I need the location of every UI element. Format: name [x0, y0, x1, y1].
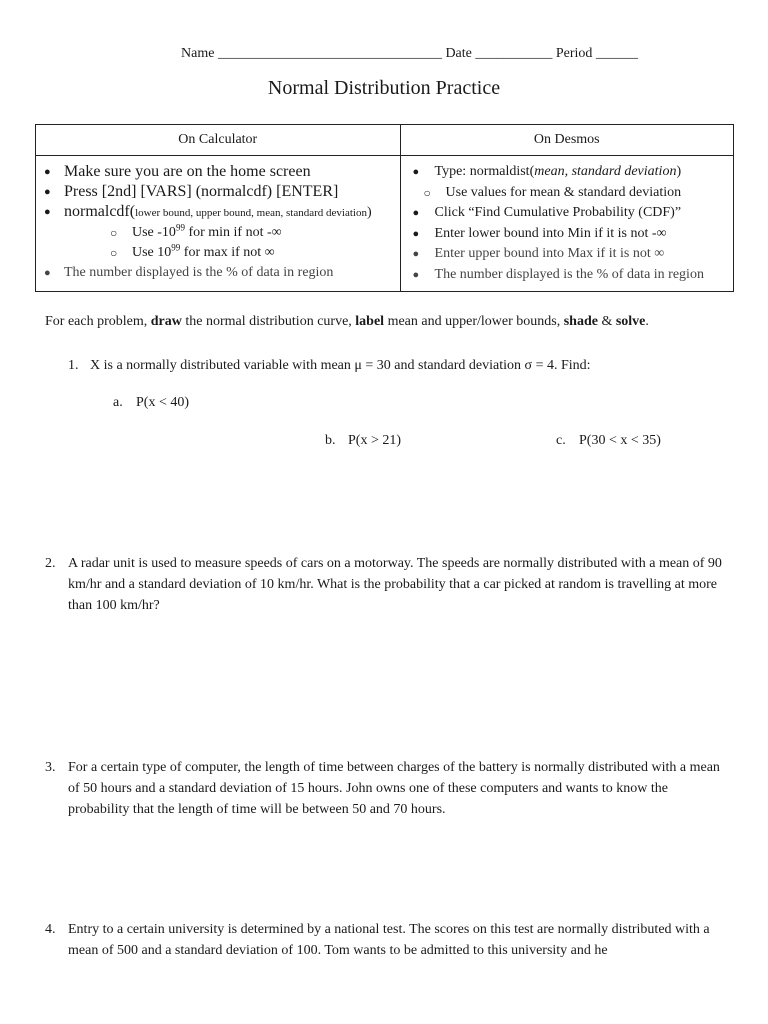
calc-substep-min: ○ Use $-10^{99}$ for min if not -∞ — [36, 223, 400, 243]
page-title: Normal Distribution Practice — [267, 77, 501, 99]
date-label: Date — [445, 46, 472, 61]
problem-4 — [45, 919, 730, 961]
problem-3 — [45, 757, 730, 820]
calc-step-normalcdf: ● normalcdf(lower bound, upper bound, mean, standard deviation) — [44, 203, 372, 220]
problem-2 — [45, 553, 730, 616]
problem-number: 2. — [45, 556, 56, 571]
problem-1 — [68, 355, 728, 376]
hollow-bullet-icon: ○ — [110, 246, 118, 260]
part-text: P(x < 40) — [136, 395, 190, 410]
bullet-icon: ● — [44, 186, 51, 198]
desmos-substep-values: ○ Use values for mean & standard deviation — [401, 183, 733, 204]
desmos-heading: On Desmos — [400, 125, 733, 156]
calculator-steps — [36, 156, 401, 292]
calc-step-home-screen: ● Make sure you are on the home screen — [44, 163, 311, 180]
reference-table — [35, 124, 734, 292]
bullet-icon: ● — [44, 166, 51, 178]
calc-step-press-keys: ● Press [2nd] [VARS] (normalcdf) [ENTER] — [44, 183, 339, 200]
bullet-icon: ● — [44, 206, 51, 218]
part-text: P(30 < x < 35) — [579, 433, 661, 448]
bullet-icon: ● — [412, 166, 420, 178]
problem-text: For a certain type of computer, the length of time between charges of the battery is normally distributed with a mean of 50 hours and a standard deviation of 15 hours. John owns one of these computers and wants to know the probability that the length of time will be between 50 and 70 hours. — [68, 760, 720, 817]
problem-text: Entry to a certain university is determined by a national test. The scores on this test are normally distributed with a mean of 500 and a standard deviation of 100. Tom wants to be admitted to this university and he — [68, 922, 710, 958]
bullet-icon: ● — [412, 207, 420, 219]
desmos-step-type: ● Type: normaldist(mean, standard deviation) — [401, 162, 733, 183]
name-blank: ________________________________ — [217, 46, 442, 61]
instructions: For each problem, draw the normal distribution curve, label mean and upper/lower bounds, shade & solve. — [45, 314, 649, 329]
period-label: Period — [555, 46, 593, 61]
hollow-bullet-icon: ○ — [423, 185, 431, 200]
calc-step-result: ● The number displayed is the % of data in region — [36, 263, 400, 283]
calculator-heading: On Calculator — [36, 125, 401, 156]
period-blank: ______ — [595, 46, 638, 61]
bullet-icon: ● — [412, 248, 420, 260]
part-text: P(x > 21) — [348, 433, 402, 448]
name-label: Name — [181, 46, 215, 61]
problem-1a — [113, 395, 189, 411]
bullet-icon: ● — [412, 268, 420, 281]
desmos-step-lower-bound: ● Enter lower bound into Min if it is not -∞ — [401, 224, 733, 245]
problem-text: X is a normally distributed variable with mean μ = 30 and standard deviation σ = 4. Find: — [90, 358, 591, 373]
bullet-icon: ● — [412, 227, 420, 240]
problem-1c — [556, 433, 661, 449]
desmos-step-result: ● The number displayed is the % of data in region — [401, 265, 733, 286]
problem-1b — [325, 433, 401, 449]
part-label: a. — [113, 395, 123, 410]
bullet-icon: ● — [44, 267, 51, 279]
part-label: b. — [325, 433, 336, 448]
problem-text: A radar unit is used to measure speeds of cars on a motorway. The speeds are normally distributed with a mean of 90 km/hr and a standard deviation of 10 km/hr. What is the probability that a car picked at random is travelling at more than 100 km/hr? — [68, 556, 722, 613]
problem-number: 3. — [45, 760, 56, 775]
part-label: c. — [556, 433, 566, 448]
desmos-step-click-cdf: ● Click “Find Cumulative Probability (CDF)” — [401, 203, 733, 224]
date-blank: ___________ — [475, 46, 553, 61]
problem-number: 4. — [45, 922, 56, 937]
problem-number: 1. — [68, 358, 79, 373]
desmos-steps — [400, 156, 733, 292]
desmos-step-upper-bound: ● Enter upper bound into Max if it is not ∞ — [401, 244, 733, 265]
hollow-bullet-icon: ○ — [110, 226, 118, 240]
calc-substep-max: ○ Use $10^{99}$ for max if not ∞ — [36, 243, 400, 263]
header-fields — [181, 46, 638, 62]
